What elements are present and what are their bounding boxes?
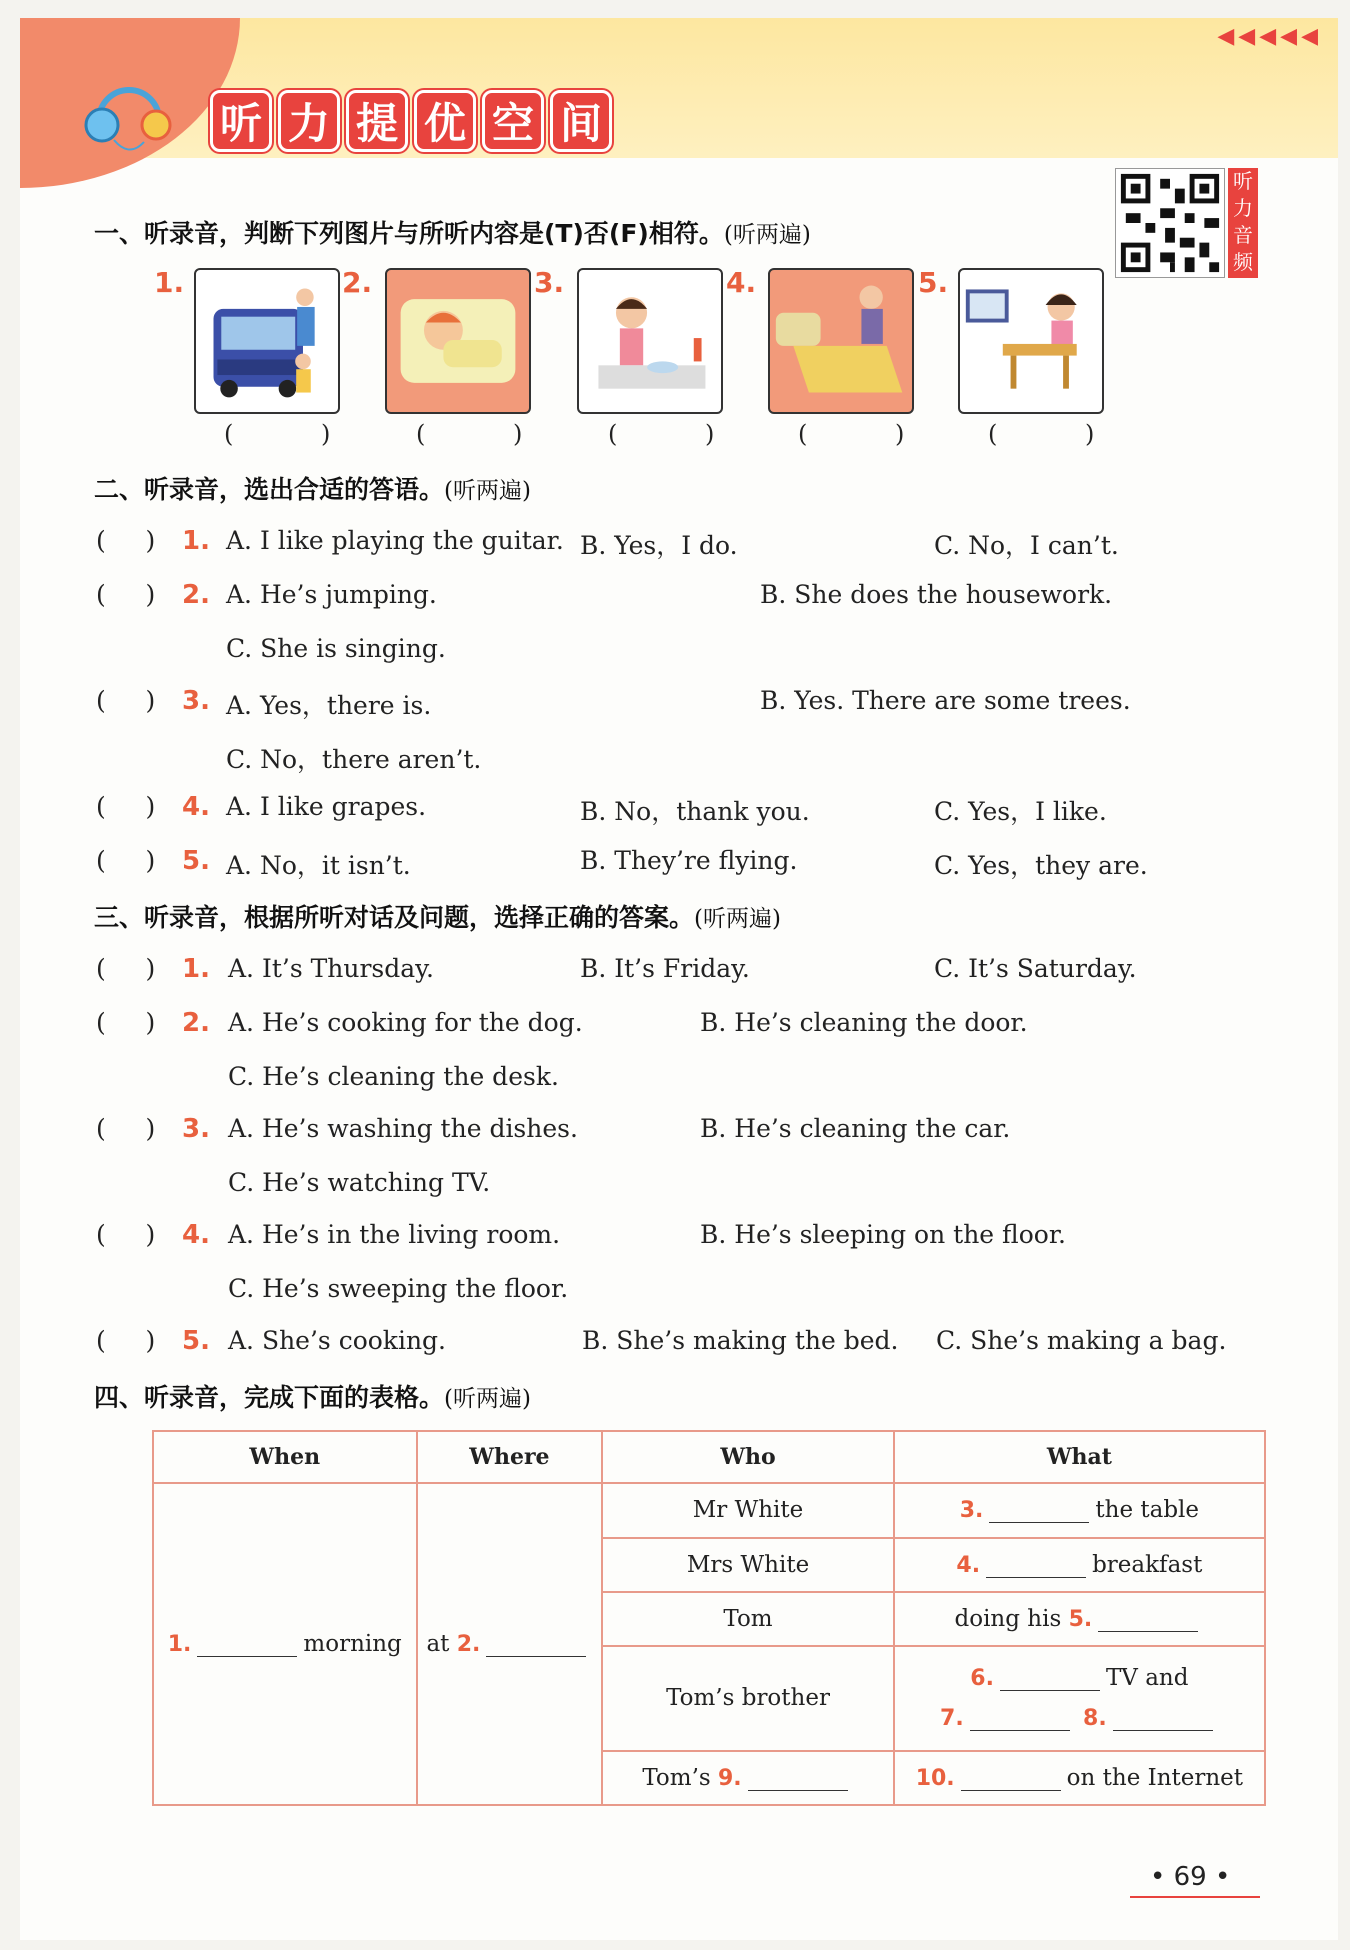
when-text: morning xyxy=(303,1631,402,1658)
picture-girl-doing-homework xyxy=(958,268,1104,414)
answer-paren[interactable]: ( ) xyxy=(96,1114,156,1143)
where-prefix: at xyxy=(426,1631,450,1658)
section1-note: (听两遍) xyxy=(723,222,811,248)
answer-paren: ( ) xyxy=(224,420,371,448)
what-line xyxy=(895,1705,1264,1731)
option-c[interactable]: C. She is singing. xyxy=(226,634,446,663)
section3-note: (听两遍) xyxy=(694,906,781,932)
who-cell: Mr White xyxy=(602,1483,893,1537)
section1-title-text: 一、听录音，判断下列图片与所听内容是(T)否(F)相符。 xyxy=(94,219,724,248)
option-a[interactable]: A. It’s Thursday. xyxy=(228,954,434,983)
title-char: 听 xyxy=(210,90,272,152)
what-text: on the Internet xyxy=(1066,1764,1244,1791)
blank-number: 5. xyxy=(1068,1606,1093,1632)
blank-number: 3. xyxy=(959,1498,984,1524)
option-a[interactable]: A. I like grapes. xyxy=(226,792,427,821)
option-b[interactable]: B. No，thank you. xyxy=(580,797,810,826)
option-c[interactable]: C. No，there aren’t. xyxy=(226,745,482,774)
answer-paren[interactable]: ( ) xyxy=(96,1220,156,1249)
section2-title-text: 二、听录音，选出合适的答语。 xyxy=(94,475,445,504)
answer-paren[interactable]: ( ) xyxy=(96,1008,156,1037)
blank-number: 6. xyxy=(970,1666,994,1692)
answer-paren[interactable]: ( ) xyxy=(96,792,156,821)
header-who: Who xyxy=(602,1431,893,1483)
option-b[interactable]: B. He’s cleaning the car. xyxy=(700,1114,1011,1143)
question-number: 5. xyxy=(182,1326,210,1356)
option-b[interactable]: B. It’s Friday. xyxy=(580,954,750,983)
blank-number: 4. xyxy=(956,1552,981,1578)
option-c[interactable]: C. Yes，I like. xyxy=(934,797,1107,826)
pic-number: 4. xyxy=(726,266,757,299)
pic-number: 3. xyxy=(534,266,565,299)
option-a[interactable]: A. He’s cooking for the dog. xyxy=(228,1008,583,1037)
option-c[interactable]: C. She’s making a bag. xyxy=(936,1326,1227,1355)
option-a[interactable]: A. Yes，there is. xyxy=(226,691,432,720)
section4-title xyxy=(94,1378,531,1414)
fill-blank[interactable] xyxy=(1000,1669,1100,1691)
who-cell: Mrs White xyxy=(602,1538,893,1592)
fill-blank[interactable] xyxy=(748,1769,848,1791)
question-number: 3. xyxy=(182,686,210,716)
option-b[interactable]: B. She does the housework. xyxy=(760,580,1113,609)
answer-paren: ( ) xyxy=(798,420,945,448)
qr-label-char: 频 xyxy=(1233,250,1253,274)
fill-blank[interactable] xyxy=(1113,1709,1213,1731)
who-text: Tom’s xyxy=(642,1764,711,1791)
question-number: 1. xyxy=(182,954,210,984)
what-cell xyxy=(894,1538,1265,1592)
question-number: 2. xyxy=(182,580,210,610)
fill-blank[interactable] xyxy=(961,1769,1061,1791)
question-number: 1. xyxy=(182,526,210,556)
picture-boy-sleeping xyxy=(385,268,531,414)
section1-title xyxy=(94,214,811,250)
title-char: 优 xyxy=(414,90,476,152)
option-c[interactable]: C. It’s Saturday. xyxy=(934,954,1137,983)
who-cell: Tom xyxy=(602,1592,893,1646)
what-text: the table xyxy=(1095,1497,1200,1524)
fill-blank[interactable] xyxy=(970,1709,1070,1731)
what-cell xyxy=(894,1646,1265,1751)
fill-blank[interactable] xyxy=(486,1635,586,1657)
title-char: 空 xyxy=(482,90,544,152)
section3-title-text: 三、听录音，根据所听对话及问题，选择正确的答案。 xyxy=(94,903,695,932)
title-char: 间 xyxy=(550,90,612,152)
header-what: What xyxy=(894,1431,1265,1483)
title-char: 提 xyxy=(346,90,408,152)
picture-man-making-bed xyxy=(768,268,914,414)
option-c[interactable]: C. He’s watching TV. xyxy=(228,1168,491,1197)
title-char: 力 xyxy=(278,90,340,152)
answer-paren[interactable]: ( ) xyxy=(96,580,156,609)
blank-number: 7. xyxy=(940,1706,964,1732)
picture-car-washing xyxy=(194,268,340,414)
page-number: • 69 • xyxy=(1150,1862,1231,1892)
headphone-icon xyxy=(84,70,174,160)
option-b[interactable]: B. He’s cleaning the door. xyxy=(700,1008,1028,1037)
info-table xyxy=(152,1430,1266,1806)
fill-blank[interactable] xyxy=(986,1556,1086,1578)
blank-number: 10. xyxy=(915,1765,955,1791)
what-text: breakfast xyxy=(1092,1551,1203,1578)
blank-number: 8. xyxy=(1083,1706,1107,1732)
pic-number: 2. xyxy=(342,266,373,299)
fill-blank[interactable] xyxy=(989,1501,1089,1523)
option-a[interactable]: A. I like playing the guitar. xyxy=(226,526,564,555)
option-a[interactable]: A. He’s washing the dishes. xyxy=(228,1114,578,1143)
option-a[interactable]: A. He’s in the living room. xyxy=(228,1220,561,1249)
answer-paren: ( ) xyxy=(416,420,563,448)
who-cell: Tom’s brother xyxy=(602,1646,893,1751)
question-number: 4. xyxy=(182,1220,210,1250)
qr-label-char: 听 xyxy=(1233,169,1253,193)
what-cell xyxy=(894,1483,1265,1537)
arrows-decoration: ◀◀◀◀◀ xyxy=(1217,24,1322,49)
pic-number: 5. xyxy=(918,266,949,299)
what-text: doing his xyxy=(954,1605,1062,1632)
what-cell xyxy=(894,1592,1265,1646)
fill-blank[interactable] xyxy=(197,1635,297,1657)
option-a[interactable]: A. No，it isn’t. xyxy=(226,851,411,880)
picture-girl-washing-dishes xyxy=(577,268,723,414)
header-where: Where xyxy=(417,1431,603,1483)
option-c[interactable]: C. Yes，they are. xyxy=(934,851,1148,880)
qr-label-char: 音 xyxy=(1233,223,1253,247)
pic-number: 1. xyxy=(154,266,185,299)
when-cell xyxy=(153,1483,417,1805)
option-b[interactable]: B. They’re flying. xyxy=(580,846,798,875)
answer-paren[interactable]: ( ) xyxy=(96,846,156,875)
answer-paren: ( ) xyxy=(608,420,755,448)
qr-label xyxy=(1228,168,1258,278)
question-number: 4. xyxy=(182,792,210,822)
blank-number: 2. xyxy=(456,1632,481,1658)
option-a[interactable]: A. She’s cooking. xyxy=(228,1326,446,1355)
answer-paren[interactable]: ( ) xyxy=(96,686,156,715)
question-number: 5. xyxy=(182,846,210,876)
option-a[interactable]: A. He’s jumping. xyxy=(226,580,437,609)
answer-paren[interactable]: ( ) xyxy=(96,526,156,555)
header-when: When xyxy=(153,1431,417,1483)
page-number-underline xyxy=(1130,1896,1260,1898)
option-b[interactable]: B. Yes，I do. xyxy=(580,531,738,560)
blank-number: 9. xyxy=(718,1765,742,1791)
fill-blank[interactable] xyxy=(1098,1610,1198,1632)
option-b[interactable]: B. She’s making the bed. xyxy=(582,1326,899,1355)
option-c[interactable]: C. He’s cleaning the desk. xyxy=(228,1062,559,1091)
section2-note: (听两遍) xyxy=(444,478,531,504)
section4-note: (听两遍) xyxy=(444,1386,531,1412)
section4-title-text: 四、听录音，完成下面的表格。 xyxy=(94,1383,445,1412)
question-number: 2. xyxy=(182,1008,210,1038)
where-cell xyxy=(417,1483,603,1805)
who-cell xyxy=(602,1751,893,1805)
question-number: 3. xyxy=(182,1114,210,1144)
page-title xyxy=(210,90,612,156)
section3-title xyxy=(94,898,781,934)
blank-number: 1. xyxy=(167,1632,192,1658)
what-cell xyxy=(894,1751,1265,1805)
option-b[interactable]: B. He’s sleeping on the floor. xyxy=(700,1220,1066,1249)
section2-title xyxy=(94,470,531,506)
answer-paren: ( ) xyxy=(988,420,1135,448)
qr-code-icon[interactable] xyxy=(1115,168,1225,278)
option-b[interactable]: B. Yes. There are some trees. xyxy=(760,686,1131,715)
what-line xyxy=(895,1665,1264,1691)
option-c[interactable]: C. No，I can’t. xyxy=(934,531,1119,560)
option-c[interactable]: C. He’s sweeping the floor. xyxy=(228,1274,569,1303)
answer-paren[interactable]: ( ) xyxy=(96,1326,156,1355)
qr-label-char: 力 xyxy=(1233,196,1253,220)
what-text: TV and xyxy=(1105,1665,1189,1692)
answer-paren[interactable]: ( ) xyxy=(96,954,156,983)
